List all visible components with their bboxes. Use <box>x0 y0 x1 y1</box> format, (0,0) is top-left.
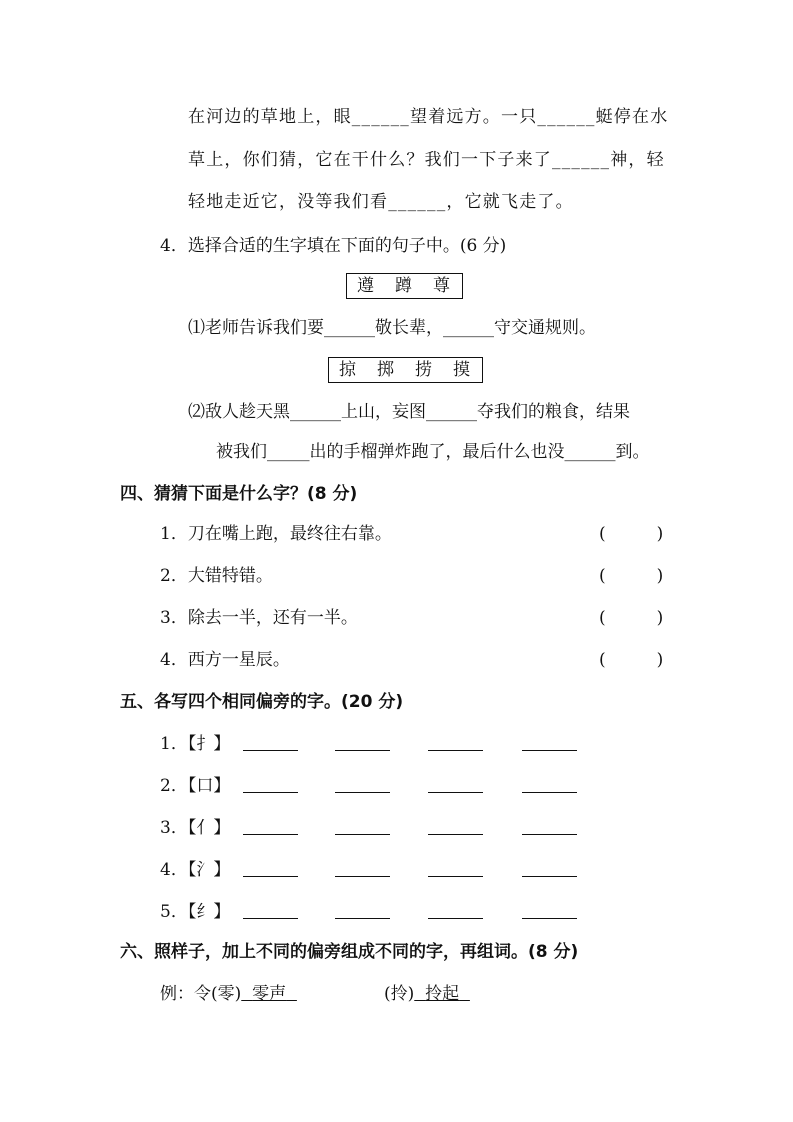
answer-parentheses-1[interactable]: ( ) <box>599 524 664 544</box>
example-prefix: 例：令(零) <box>160 984 242 1004</box>
answer-parentheses-2[interactable]: ( ) <box>599 566 664 586</box>
riddle-item-1: 1．刀在嘴上跑，最终往右靠。 <box>160 524 392 544</box>
section-4-title: 四、猜猜下面是什么字？(8 分) <box>120 484 358 504</box>
answer-blank[interactable] <box>428 750 483 751</box>
answer-parentheses-3[interactable]: ( ) <box>599 608 664 628</box>
section-6-title: 六、照样子，加上不同的偏旁组成不同的字，再组词。(8 分) <box>120 942 579 962</box>
example-line-2 <box>384 982 470 1006</box>
question-4-sentence-2-line-1: ⑵敌人趁天黑______上山，妄图______夺我们的粮食，结果 <box>188 402 630 422</box>
answer-blank[interactable] <box>243 834 298 835</box>
riddle-item-4: 4．西方一星辰。 <box>160 650 290 670</box>
answer-parentheses-4[interactable]: ( ) <box>599 650 664 670</box>
answer-blank[interactable] <box>243 792 298 793</box>
passage-line-1: 在河边的草地上，眼______望着远方。一只______蜓停在水 <box>188 107 669 127</box>
answer-blank[interactable] <box>522 792 577 793</box>
answer-blank[interactable] <box>243 876 298 877</box>
question-4-sentence-1: ⑴老师告诉我们要______敬长辈，______守交通规则。 <box>188 318 596 338</box>
radical-label-2: 2．【口】 <box>160 776 231 796</box>
answer-blank[interactable] <box>428 876 483 877</box>
answer-blank[interactable] <box>335 876 390 877</box>
answer-blank[interactable] <box>522 750 577 751</box>
answer-blank[interactable] <box>335 918 390 919</box>
answer-blank[interactable] <box>428 792 483 793</box>
passage-line-2: 草上，你们猜，它在干什么？我们一下子来了______神，轻 <box>188 150 665 170</box>
character-choice-box-1: 遵 蹲 尊 <box>346 273 463 299</box>
section-5-title: 五、各写四个相同偏旁的字。(20 分) <box>120 692 404 712</box>
answer-blank[interactable] <box>243 750 298 751</box>
example-word-2: 拎起 <box>425 984 460 1004</box>
character-choice-box-2: 掠 掷 捞 摸 <box>328 357 483 383</box>
example-answer-2 <box>414 984 470 1004</box>
answer-blank[interactable] <box>522 834 577 835</box>
answer-blank[interactable] <box>522 876 577 877</box>
radical-label-4: 4．【氵】 <box>160 860 231 880</box>
radical-label-1: 1．【扌】 <box>160 734 231 754</box>
answer-blank[interactable] <box>335 750 390 751</box>
riddle-item-2: 2．大错特错。 <box>160 566 273 586</box>
example-word-1: 零声 <box>252 984 287 1004</box>
riddle-item-3: 3．除去一半，还有一半。 <box>160 608 358 628</box>
answer-blank[interactable] <box>522 918 577 919</box>
answer-blank[interactable] <box>335 792 390 793</box>
example-line <box>160 982 297 1006</box>
radical-label-3: 3．【亻】 <box>160 818 231 838</box>
question-4-sentence-2-line-2: 被我们_____出的手榴弹炸跑了，最后什么也没______到。 <box>216 442 650 462</box>
radical-label-5: 5．【纟】 <box>160 902 231 922</box>
answer-blank[interactable] <box>428 834 483 835</box>
example-mid: (拎) <box>384 984 415 1004</box>
question-4-title: 4．选择合适的生字填在下面的句子中。(6 分) <box>160 236 507 256</box>
example-answer-1 <box>241 984 297 1004</box>
passage-line-3: 轻地走近它，没等我们看______，它就飞走了。 <box>188 192 574 212</box>
answer-blank[interactable] <box>243 918 298 919</box>
answer-blank[interactable] <box>335 834 390 835</box>
answer-blank[interactable] <box>428 918 483 919</box>
